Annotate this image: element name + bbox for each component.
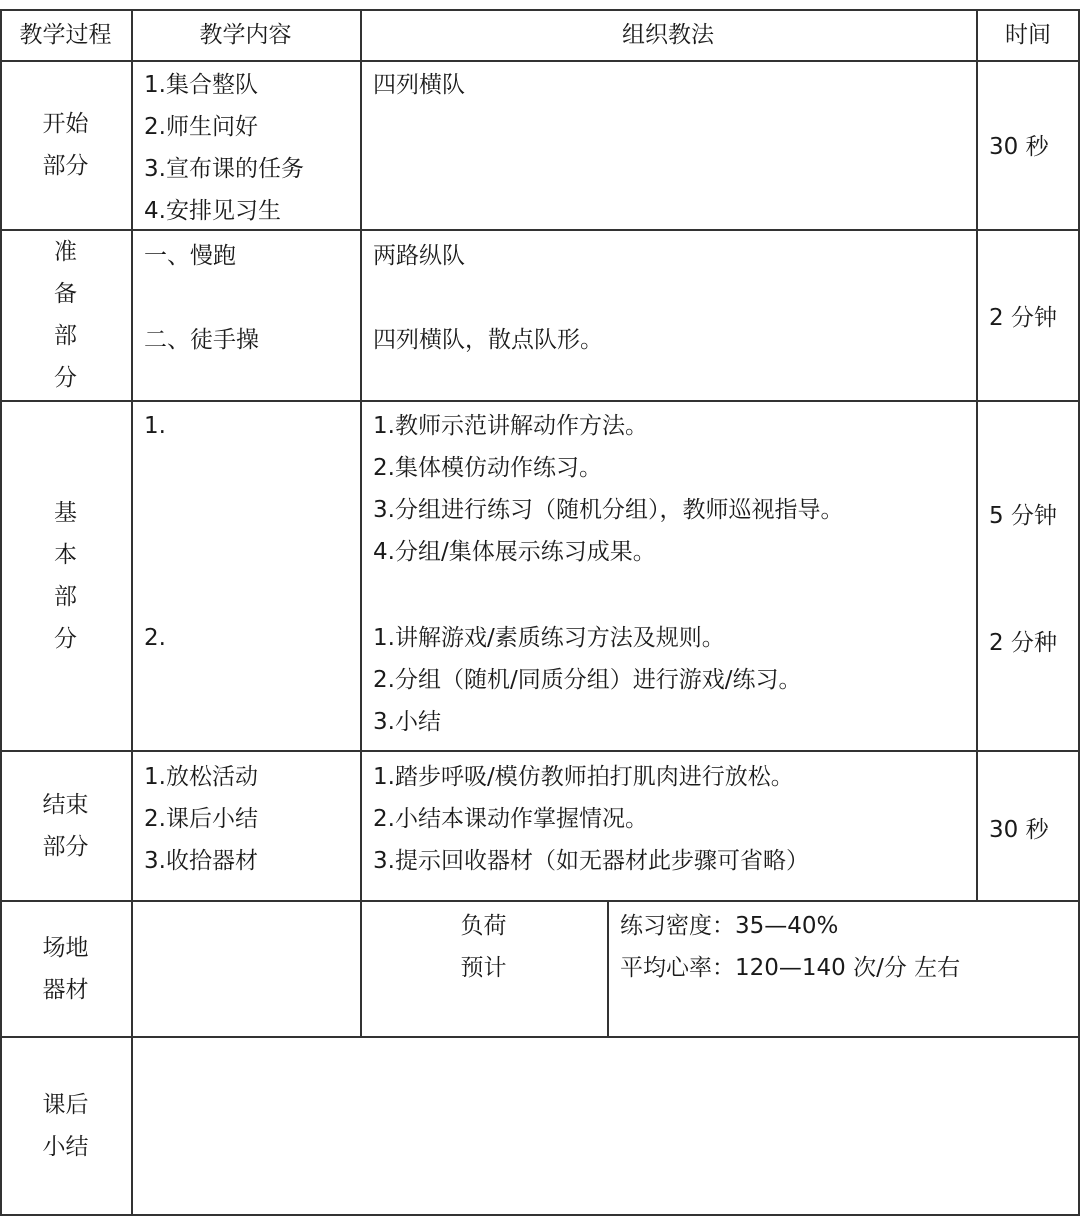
header-process: 教学过程 bbox=[19, 22, 112, 48]
row-line bbox=[0, 1036, 1080, 1038]
header-method: 组织教法 bbox=[622, 22, 714, 48]
col-line bbox=[976, 9, 978, 901]
end-method: 1.踏步呼吸/模仿教师拍打肌肉进行放松。 2.小结本课动作掌握情况。 3.提示回收器材（如无器材此步骤可省略） bbox=[373, 764, 809, 874]
header-content: 教学内容 bbox=[199, 22, 292, 48]
prep-content-jog: 一、慢跑 bbox=[144, 243, 236, 269]
basic-time-1: 5 分钟 bbox=[989, 503, 1057, 529]
venue-label: 场地 器材 bbox=[42, 934, 89, 1003]
end-stage-label: 结束 部分 bbox=[42, 791, 89, 860]
end-time: 30 秒 bbox=[989, 817, 1049, 843]
prep-method-formation: 四列横队，散点队形。 bbox=[373, 327, 603, 353]
basic-content-2: 2. bbox=[144, 625, 166, 651]
row-line bbox=[0, 750, 1080, 752]
basic-stage-label: 基 本 部 分 bbox=[54, 499, 77, 652]
row-line bbox=[0, 1214, 1080, 1216]
start-method: 四列横队 bbox=[373, 72, 465, 98]
row-line bbox=[0, 400, 1080, 402]
col-line bbox=[1078, 9, 1080, 1216]
col-line bbox=[607, 900, 609, 1037]
basic-content-1: 1. bbox=[144, 413, 166, 439]
row-line bbox=[0, 9, 1080, 11]
start-time: 30 秒 bbox=[989, 134, 1049, 160]
prep-content-exercise: 二、徒手操 bbox=[144, 327, 259, 353]
header-time: 时间 bbox=[1005, 22, 1051, 48]
prep-stage-label: 准 备 部 分 bbox=[54, 239, 77, 391]
load-label: 负荷 预计 bbox=[460, 913, 507, 981]
summary-label: 课后 小结 bbox=[42, 1091, 89, 1160]
basic-time-2: 2 分种 bbox=[989, 630, 1057, 656]
end-content: 1.放松活动 2.课后小结 3.收拾器材 bbox=[144, 764, 258, 874]
start-content: 1.集合整队 2.师生问好 3.宣布课的任务 4.安排见习生 bbox=[144, 72, 304, 224]
load-values: 练习密度：35—40% 平均心率：120—140 次/分 左右 bbox=[620, 913, 961, 981]
prep-time: 2 分钟 bbox=[989, 305, 1057, 331]
basic-method-2: 1.讲解游戏/素质练习方法及规则。 2.分组（随机/同质分组）进行游戏/练习。 3.小结 bbox=[373, 625, 802, 735]
col-line bbox=[131, 9, 133, 1216]
row-line bbox=[0, 60, 1080, 62]
row-line bbox=[0, 900, 1080, 902]
start-stage-label: 开始 部分 bbox=[42, 111, 89, 179]
prep-method-column: 两路纵队 bbox=[373, 243, 465, 269]
col-line bbox=[360, 9, 362, 1037]
basic-method-1: 1.教师示范讲解动作方法。 2.集体模仿动作练习。 3.分组进行练习（随机分组），教师巡视指导。 4.分组/集体展示练习成果。 bbox=[373, 413, 844, 565]
